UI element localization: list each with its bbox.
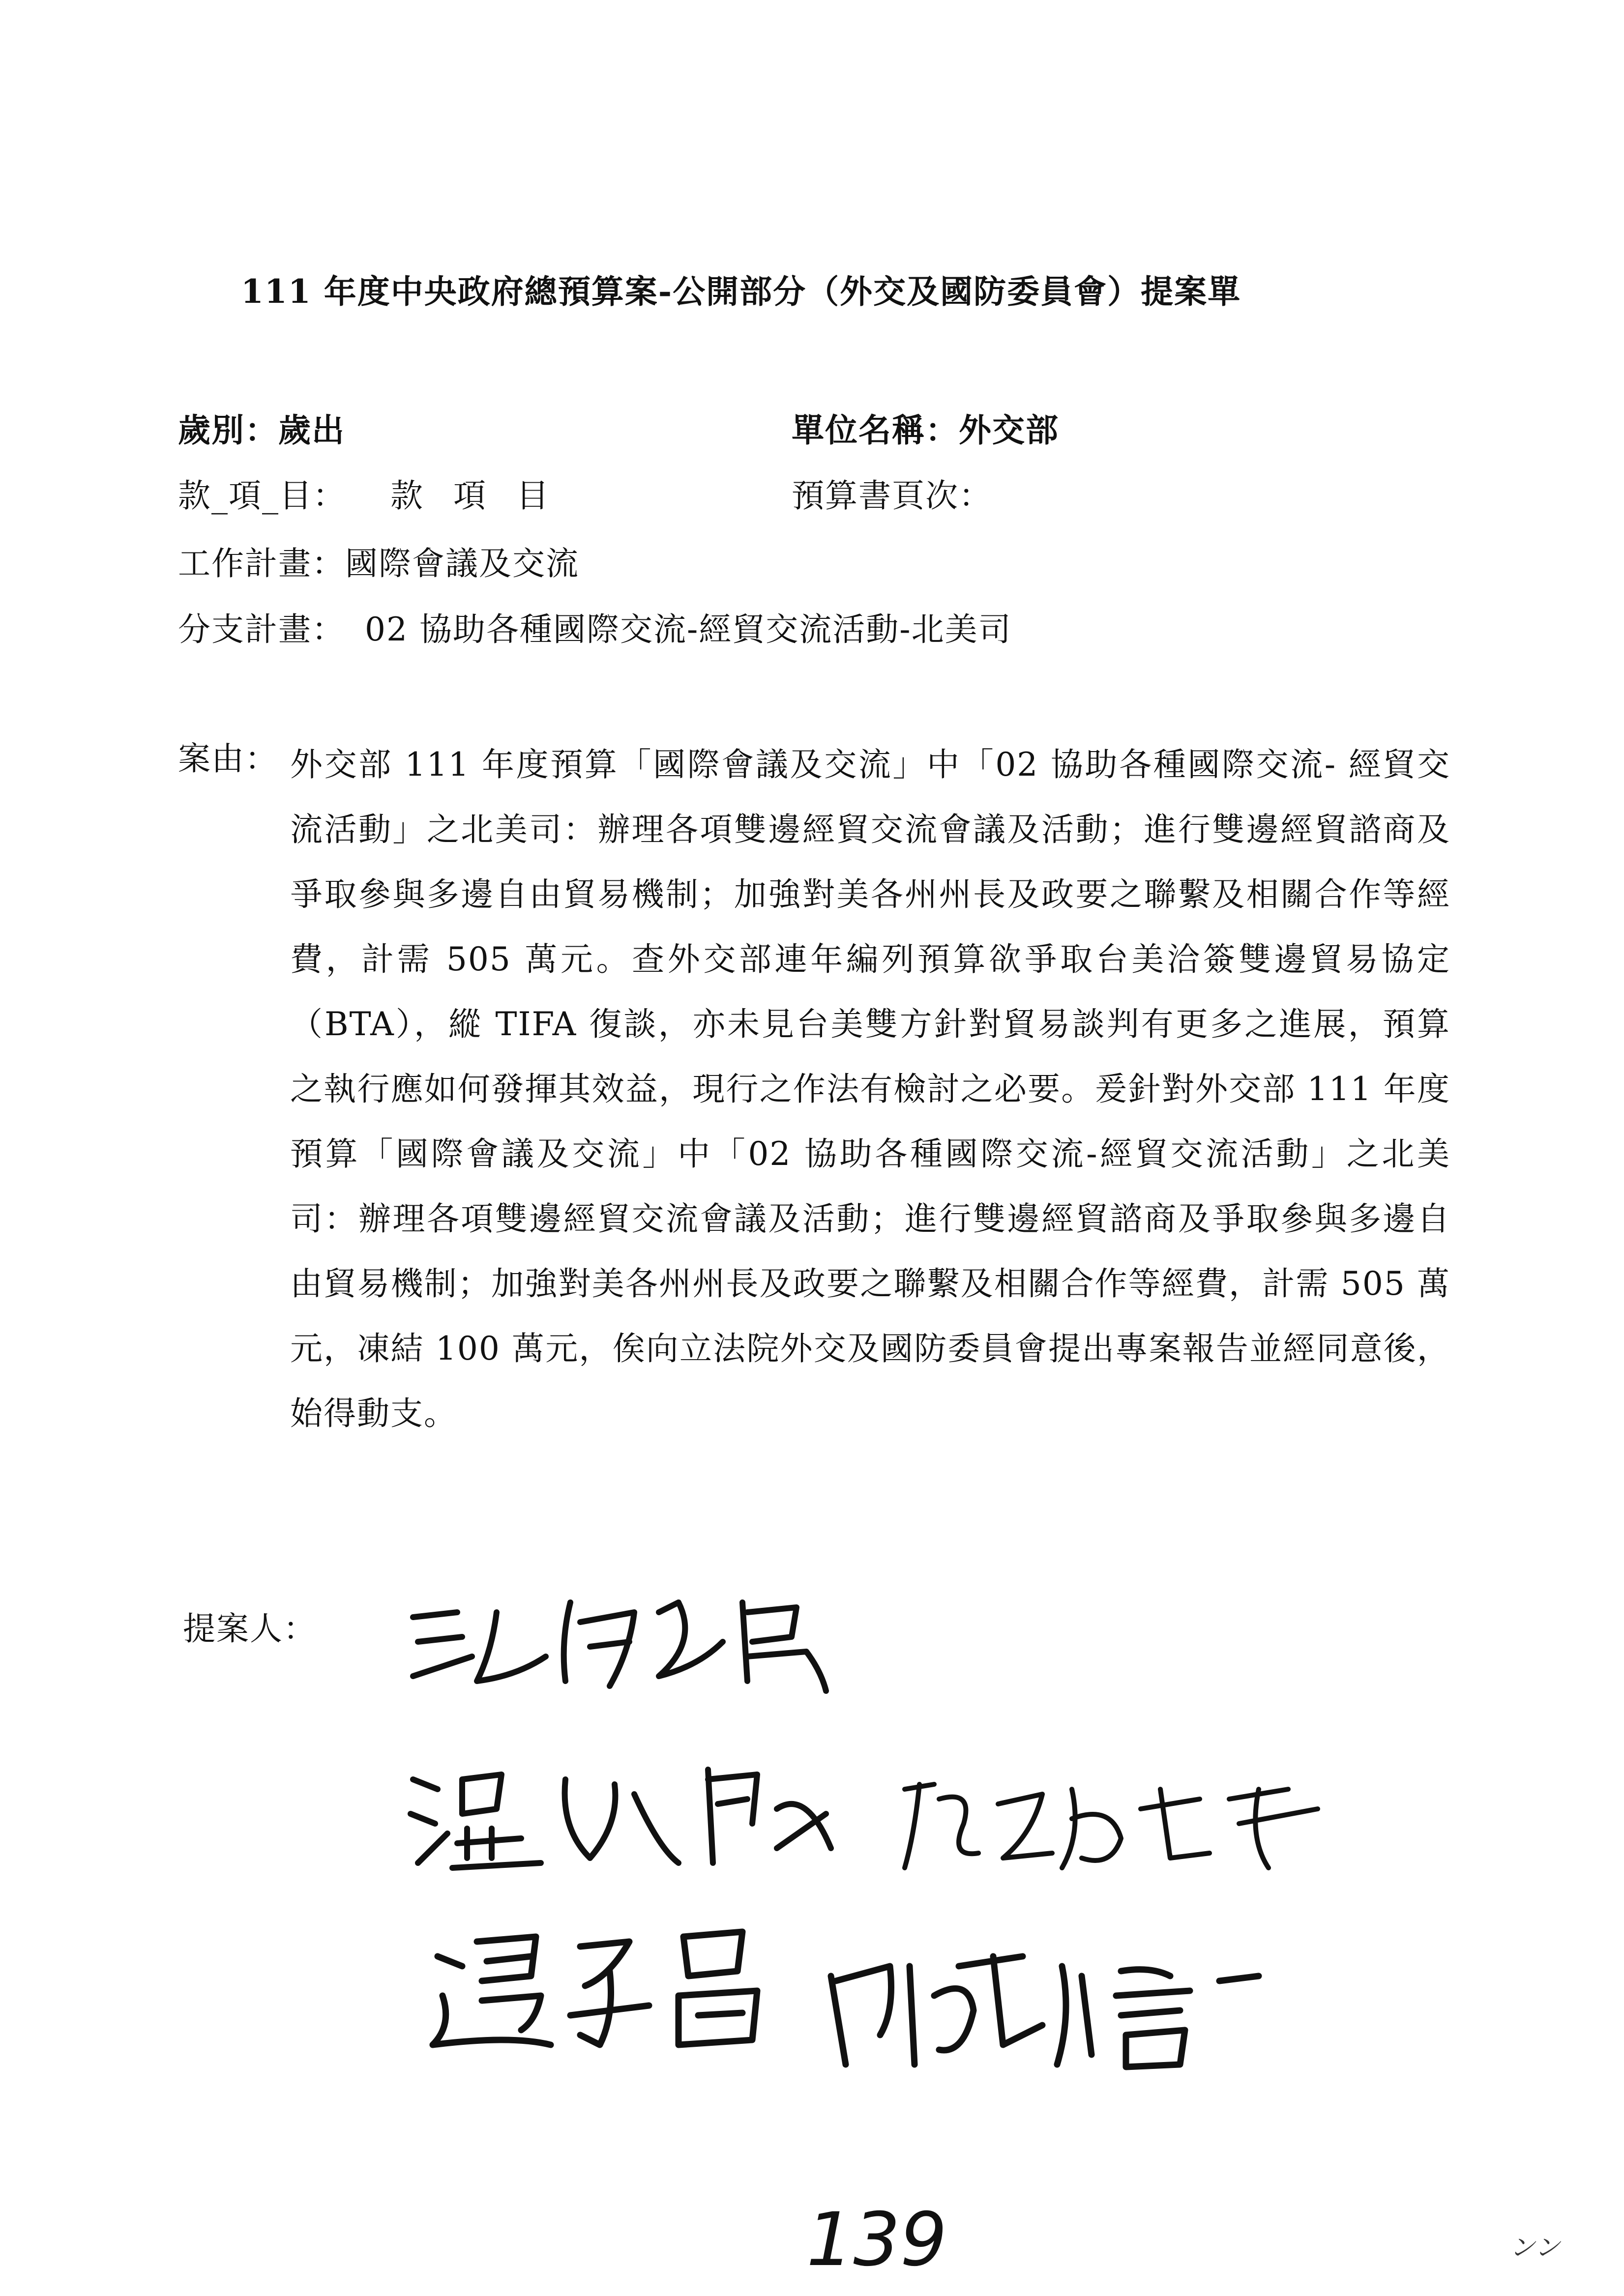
proposer-label: 提案人： <box>183 1610 317 1648</box>
page-title: 111 年度中央政府總預算案-公開部分（外交及國防委員會）提案單 <box>241 272 1241 311</box>
signature-2 <box>403 1750 846 1878</box>
kxm-field <box>178 469 550 516</box>
work-plan-field: 工作計畫：國際會議及交流 <box>178 545 579 582</box>
case-text: 經貿交流活動」之北美司：辦理各項雙邊經貿交流會議及活動；進行雙邊經貿諮商及爭取參與多邊自由貿易機制；加強對美各州州長及政要之聯繫及相關合作等經費，計需 505 萬元。查外交部連年編列預算欲爭取台美洽簽雙邊貿易協定（BTA），縱 TIFA 復談，亦未見台美雙方針對貿易談判有更多之進展，預算之執行應如何發揮其效益，現行之作法有檢討之必要。爰針對外交部 111 年度預算「國際會議及交流」中「02 協助各種國際交流-經貿交流活動」之北美司：辦理各項雙邊經貿交流會議及活動；進行雙邊經貿諮商及爭取參與多邊自由貿易機制；加強對美各州州長及政要之聯繫及相關合作等經費，計需 505 萬元，凍結 100 萬元，俟向立法院外交及國防委員會提出專案報告並經同意後，始得動支。 <box>290 746 1451 1432</box>
signature-4 <box>423 1917 806 2064</box>
sub-plan-field <box>178 603 1012 650</box>
page-number: 139 <box>806 2197 947 2283</box>
signature-1 <box>403 1583 836 1701</box>
case-first-line: 外交部 111 年度預算「國際會議及交流」中「02 協助各種國際交流- <box>290 746 1337 784</box>
case-body <box>290 732 1450 1446</box>
kxm-value-2: 項 <box>453 477 487 515</box>
corner-mark: ンン <box>1509 2233 1560 2263</box>
sub-plan-value: 02 協助各種國際交流-經貿交流活動-北美司 <box>365 610 1012 648</box>
budget-page-field: 預算書頁次： <box>792 477 992 515</box>
signature-3 <box>895 1760 1328 1878</box>
category-field: 歲別：歲出 <box>178 411 345 449</box>
case-label: 案由： <box>178 740 278 778</box>
kxm-value-3: 目 <box>516 477 550 515</box>
signature-5 <box>816 1937 1283 2074</box>
kxm-value-1: 款 <box>390 477 424 515</box>
unit-field: 單位名稱：外交部 <box>792 411 1059 449</box>
sub-plan-label: 分支計畫： <box>178 610 345 648</box>
kxm-label: 款_項_目： <box>178 477 346 515</box>
